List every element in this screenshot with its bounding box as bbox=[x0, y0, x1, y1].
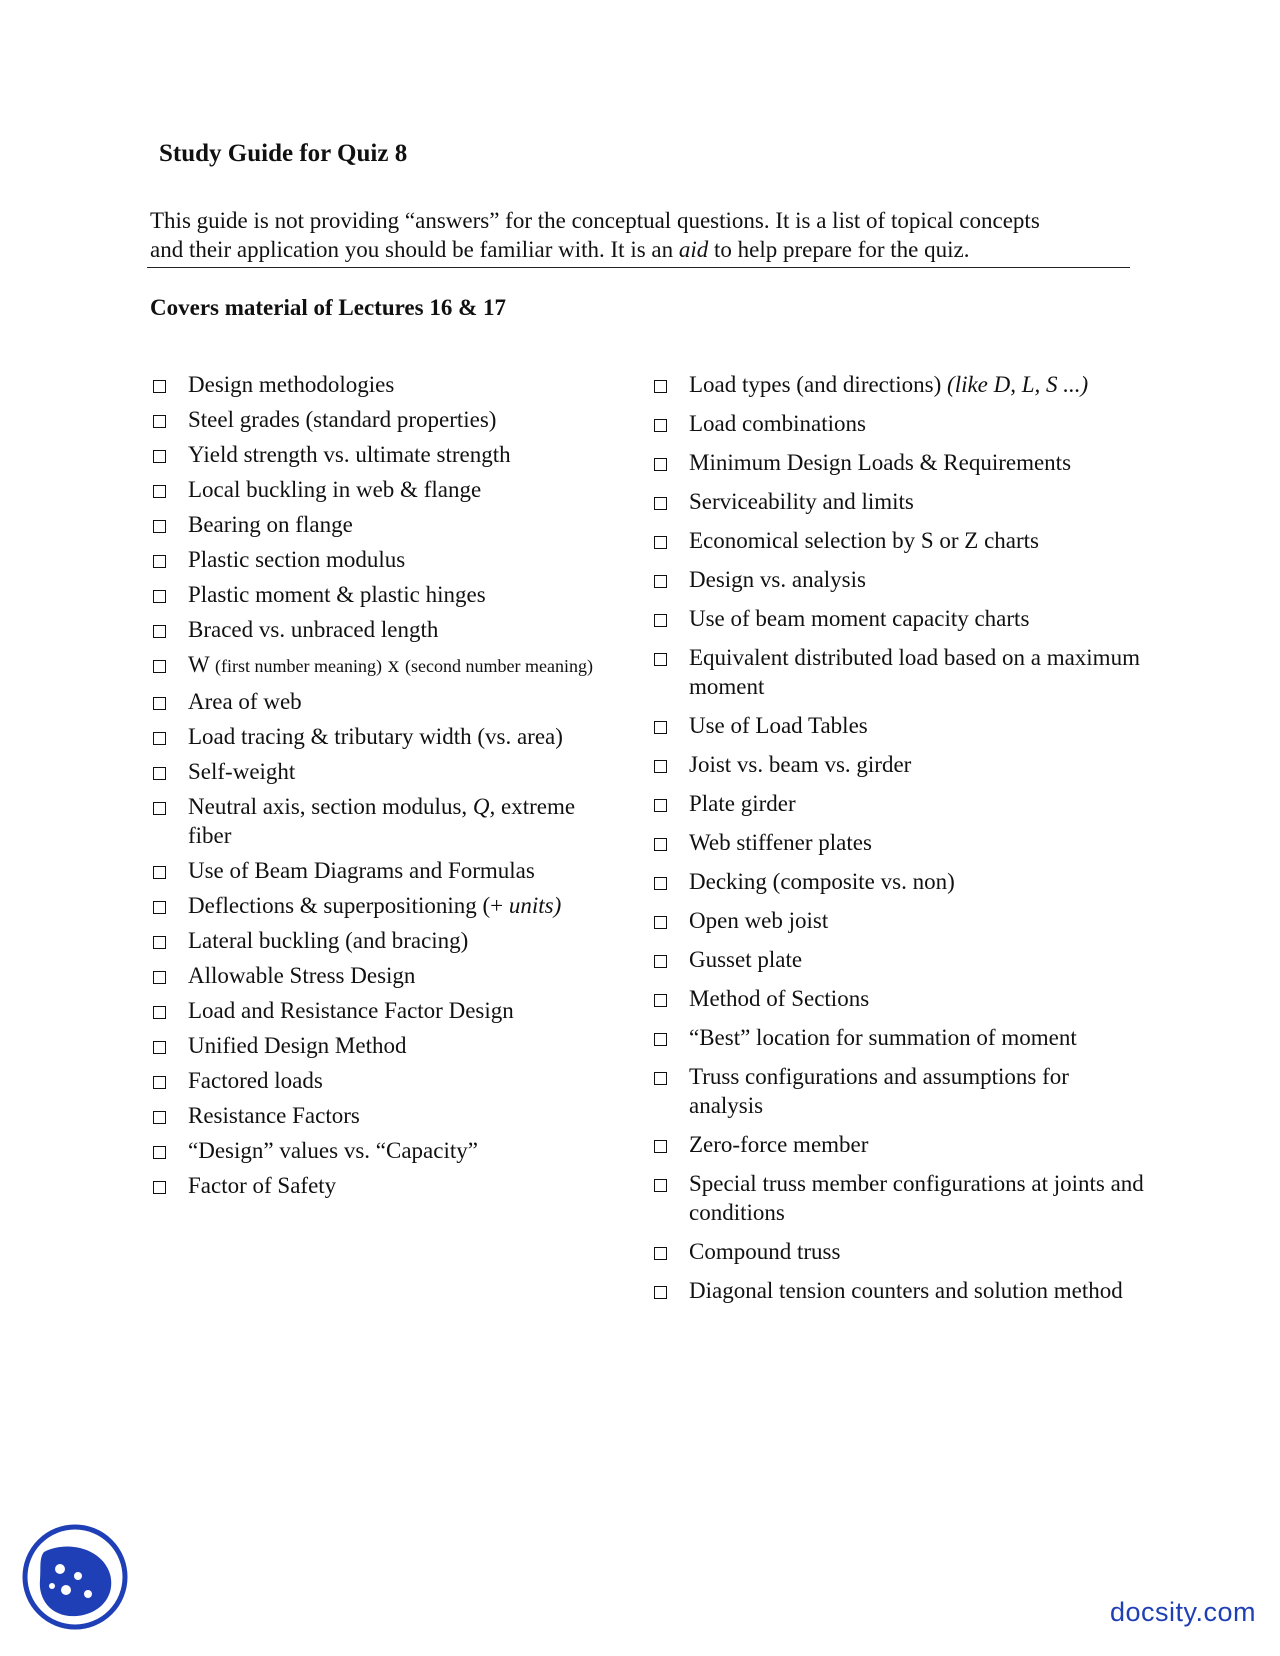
checkbox-icon bbox=[654, 955, 667, 968]
checkbox-icon bbox=[153, 767, 166, 780]
checklist-item: Economical selection by S or Z charts bbox=[654, 526, 1144, 555]
checkbox-icon bbox=[153, 450, 166, 463]
checkbox-icon bbox=[654, 877, 667, 890]
checklist-item: Use of Load Tables bbox=[654, 711, 1144, 740]
checklist-item: Steel grades (standard properties) bbox=[153, 405, 623, 434]
checklist-item: Equivalent distributed load based on a maximum moment bbox=[654, 643, 1144, 701]
page-title: Study Guide for Quiz 8 bbox=[159, 140, 408, 167]
checklist-item: Resistance Factors bbox=[153, 1101, 623, 1130]
intro-line-2-end: to help prepare for the quiz. bbox=[708, 237, 970, 262]
checkbox-icon bbox=[654, 1247, 667, 1260]
checklist-item: Plate girder bbox=[654, 789, 1144, 818]
checklist-right bbox=[654, 370, 1144, 1315]
checklist-left bbox=[153, 370, 623, 1206]
checkbox-icon bbox=[153, 380, 166, 393]
checklist-item: Decking (composite vs. non) bbox=[654, 867, 1144, 896]
checklist-item: Open web joist bbox=[654, 906, 1144, 935]
checklist-item: Allowable Stress Design bbox=[153, 961, 623, 990]
checkbox-icon bbox=[654, 721, 667, 734]
checklist-item: Neutral axis, section modulus, Q, extreme fiber bbox=[153, 792, 623, 850]
checkbox-icon bbox=[654, 916, 667, 929]
divider-rule bbox=[147, 267, 1130, 268]
checkbox-icon bbox=[153, 590, 166, 603]
checkbox-icon bbox=[654, 1033, 667, 1046]
checklist-item: Design vs. analysis bbox=[654, 565, 1144, 594]
checkbox-icon bbox=[654, 1140, 667, 1153]
checkbox-icon bbox=[654, 614, 667, 627]
intro-line-2-start: and their application you should be familiar with. It is an bbox=[150, 237, 679, 262]
checkbox-icon bbox=[153, 866, 166, 879]
intro-line-1: This guide is not providing “answers” for the conceptual questions. It is a list of topical concepts bbox=[150, 208, 1040, 233]
checkbox-icon bbox=[654, 380, 667, 393]
checkbox-icon bbox=[153, 1041, 166, 1054]
checklist-item: Zero-force member bbox=[654, 1130, 1144, 1159]
checkbox-icon bbox=[153, 1076, 166, 1089]
checklist-item: Web stiffener plates bbox=[654, 828, 1144, 857]
checklist-item: Load combinations bbox=[654, 409, 1144, 438]
checkbox-icon bbox=[153, 971, 166, 984]
checklist-item: Plastic moment & plastic hinges bbox=[153, 580, 623, 609]
checkbox-icon bbox=[654, 760, 667, 773]
checkbox-icon bbox=[153, 936, 166, 949]
checkbox-icon bbox=[654, 994, 667, 1007]
checklist-item: Joist vs. beam vs. girder bbox=[654, 750, 1144, 779]
checklist-item: W (first number meaning) x (second number meaning) bbox=[153, 650, 623, 681]
checklist-item: Factored loads bbox=[153, 1066, 623, 1095]
checklist-item: Compound truss bbox=[654, 1237, 1144, 1266]
checklist-item: Serviceability and limits bbox=[654, 487, 1144, 516]
checkbox-icon bbox=[654, 575, 667, 588]
checkbox-icon bbox=[153, 555, 166, 568]
checklist-item: Load types (and directions) (like D, L, S ...) bbox=[654, 370, 1144, 399]
checkbox-icon bbox=[654, 653, 667, 666]
checklist-item: Design methodologies bbox=[153, 370, 623, 399]
checklist-item: Self-weight bbox=[153, 757, 623, 786]
checklist-item: Bearing on flange bbox=[153, 510, 623, 539]
checkbox-icon bbox=[654, 419, 667, 432]
checkbox-icon bbox=[654, 1072, 667, 1085]
checklist-item: Lateral buckling (and bracing) bbox=[153, 926, 623, 955]
checkbox-icon bbox=[654, 799, 667, 812]
checklist-item: Plastic section modulus bbox=[153, 545, 623, 574]
checkbox-icon bbox=[654, 497, 667, 510]
checklist-item: Use of beam moment capacity charts bbox=[654, 604, 1144, 633]
checklist-item: Diagonal tension counters and solution method bbox=[654, 1276, 1144, 1305]
docsity-logo-icon[interactable] bbox=[22, 1524, 128, 1630]
covers-heading: Covers material of Lectures 16 & 17 bbox=[150, 295, 506, 320]
docsity-brand-link[interactable]: docsity.com bbox=[1110, 1597, 1257, 1627]
checkbox-icon bbox=[153, 1111, 166, 1124]
checklist-item: Truss configurations and assumptions for analysis bbox=[654, 1062, 1144, 1120]
checkbox-icon bbox=[153, 520, 166, 533]
checkbox-icon bbox=[654, 458, 667, 471]
checkbox-icon bbox=[153, 415, 166, 428]
checklist-item: Deflections & superpositioning (+ units) bbox=[153, 891, 623, 920]
checklist-item: Method of Sections bbox=[654, 984, 1144, 1013]
checkbox-icon bbox=[153, 660, 166, 673]
checklist-item: Area of web bbox=[153, 687, 623, 716]
checkbox-icon bbox=[654, 838, 667, 851]
checklist-item: “Best” location for summation of moment bbox=[654, 1023, 1144, 1052]
checklist-item: Yield strength vs. ultimate strength bbox=[153, 440, 623, 469]
checkbox-icon bbox=[654, 536, 667, 549]
checklist-item: Unified Design Method bbox=[153, 1031, 623, 1060]
checkbox-icon bbox=[153, 1146, 166, 1159]
intro-emphasis: aid bbox=[678, 237, 709, 262]
checkbox-icon bbox=[153, 901, 166, 914]
intro-paragraph bbox=[150, 206, 1140, 264]
checklist-item: Load and Resistance Factor Design bbox=[153, 996, 623, 1025]
checklist-item: Use of Beam Diagrams and Formulas bbox=[153, 856, 623, 885]
checklist-item: Local buckling in web & flange bbox=[153, 475, 623, 504]
checkbox-icon bbox=[654, 1179, 667, 1192]
checklist-item: Special truss member configurations at joints and conditions bbox=[654, 1169, 1144, 1227]
checkbox-icon bbox=[153, 732, 166, 745]
checklist-item: Minimum Design Loads & Requirements bbox=[654, 448, 1144, 477]
checkbox-icon bbox=[654, 1286, 667, 1299]
checkbox-icon bbox=[153, 697, 166, 710]
checklist-item: Gusset plate bbox=[654, 945, 1144, 974]
checklist-item: Factor of Safety bbox=[153, 1171, 623, 1200]
checkbox-icon bbox=[153, 1006, 166, 1019]
checkbox-icon bbox=[153, 625, 166, 638]
docsity-logo-graphic bbox=[22, 1524, 128, 1630]
checkbox-icon bbox=[153, 1181, 166, 1194]
checkbox-icon bbox=[153, 485, 166, 498]
checklist-item: “Design” values vs. “Capacity” bbox=[153, 1136, 623, 1165]
checklist-item: Braced vs. unbraced length bbox=[153, 615, 623, 644]
checkbox-icon bbox=[153, 802, 166, 815]
checklist-item: Load tracing & tributary width (vs. area) bbox=[153, 722, 623, 751]
